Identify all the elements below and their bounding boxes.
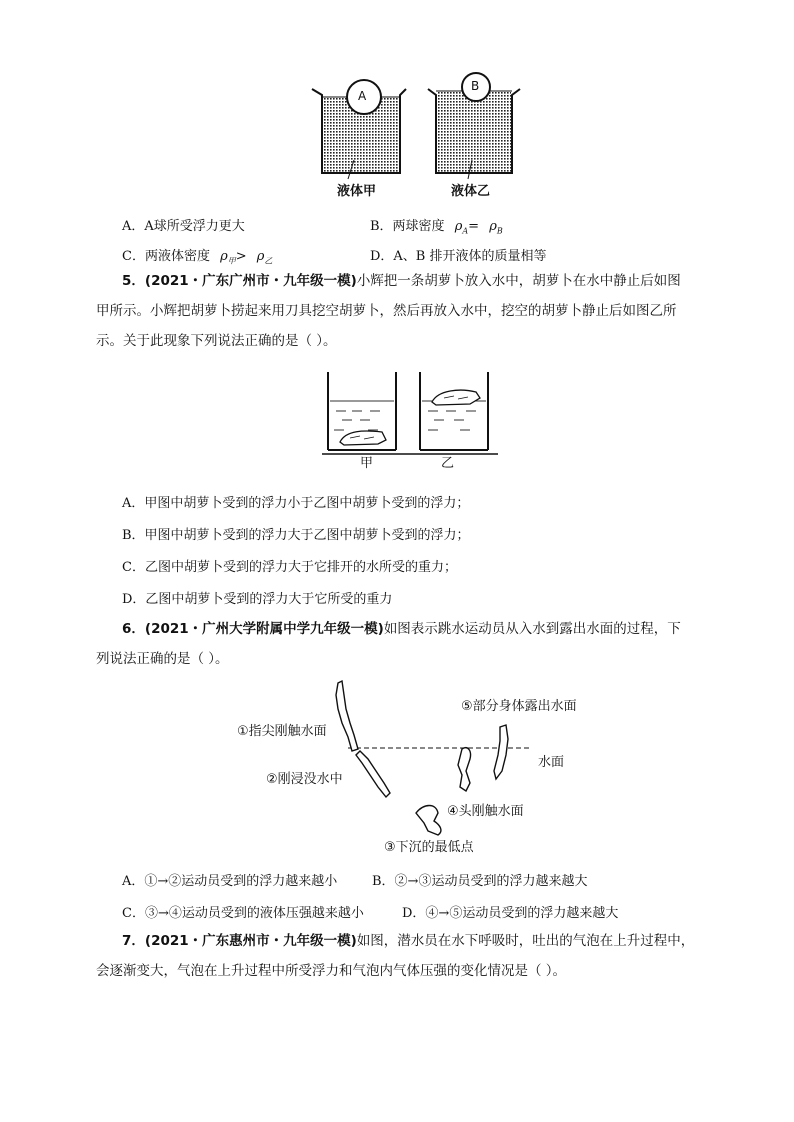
fig-label-jia: 甲 xyxy=(360,456,374,471)
q6-option-c: C．③→④运动员受到的液体压强越来越小 xyxy=(122,906,364,921)
diver-label-5: ⑤部分身体露出水面 xyxy=(461,699,577,714)
q4-option-b-prefix: B．两球密度 xyxy=(370,219,445,234)
diver-1 xyxy=(336,681,358,751)
rho-b: $\rho_B$ xyxy=(489,219,503,236)
ball-a-label: A xyxy=(358,89,367,103)
q4-option-a: A．A球所受浮力更大 xyxy=(122,219,245,234)
q6-option-b: B．②→③运动员受到的浮力越来越大 xyxy=(372,874,588,889)
container-yi xyxy=(420,372,488,450)
diver-4 xyxy=(458,748,471,791)
liquid-yi-label: 液体乙 xyxy=(451,184,491,199)
diver-2 xyxy=(356,751,390,797)
q5-stem-line1: 5．(2021・广东广州市・九年级一模)小辉把一条胡萝卜放入水中，胡萝卜在水中静止后如图 xyxy=(122,273,681,289)
container-jia xyxy=(328,372,396,450)
q7-stem-line1: 7．(2021・广东惠州市・九年级一模)如图，潜水员在水下呼吸时，吐出的气泡在上升过程中， xyxy=(122,933,695,949)
q5-option-d: D．乙图中胡萝卜受到的浮力大于它所受的重力 xyxy=(122,592,393,607)
q5-option-a: A．甲图中胡萝卜受到的浮力小于乙图中胡萝卜受到的浮力； xyxy=(122,496,470,511)
diver-label-2: ②刚浸没水中 xyxy=(266,772,343,787)
diver-label-1: ①指尖刚触水面 xyxy=(237,724,327,739)
diver-label-4: ④头刚触水面 xyxy=(447,804,524,819)
equals-sign: = xyxy=(468,219,480,234)
rho-a: $\rho_A$ xyxy=(454,219,469,236)
q5-option-c: C．乙图中胡萝卜受到的浮力大于它排开的水所受的重力； xyxy=(122,560,457,575)
greater-sign: > xyxy=(235,249,247,264)
q5-stem-line2: 甲所示。小辉把胡萝卜捞起来用刀具挖空胡萝卜，然后再放入水中，挖空的胡萝卜静止后如图乙所 xyxy=(96,303,677,319)
ball-b-label: B xyxy=(471,79,480,93)
diver-label-3: ③下沉的最低点 xyxy=(384,840,474,855)
q4-option-c xyxy=(122,245,272,267)
rho-yi: $\rho_乙$ xyxy=(256,249,273,266)
q6-source: 6．(2021・广州大学附属中学九年级一模) xyxy=(122,621,384,637)
diver-3 xyxy=(416,806,441,836)
q4-option-b xyxy=(370,215,503,236)
q7-source: 7．(2021・广东惠州市・九年级一模) xyxy=(122,933,357,949)
water-surface-label: 水面 xyxy=(538,755,565,770)
q4-beakers-figure xyxy=(300,65,530,200)
q6-stem-line2: 列说法正确的是（ ）。 xyxy=(96,651,229,667)
q6-option-a: A．①→②运动员受到的浮力越来越小 xyxy=(122,874,338,889)
diver-5 xyxy=(494,725,508,779)
fig-label-yi: 乙 xyxy=(441,456,455,471)
q6-option-d: D．④→⑤运动员受到的浮力越来越大 xyxy=(402,906,619,921)
q7-stem-line2: 会逐渐变大，气泡在上升过程中所受浮力和气泡内气体压强的变化情况是（ ）。 xyxy=(96,963,567,979)
q5-carrot-figure xyxy=(320,368,500,468)
q6-stem-line1: 6．(2021・广州大学附属中学九年级一模)如图表示跳水运动员从入水到露出水面的过程，下 xyxy=(122,621,681,637)
q4-option-d: D．A、B 排开液体的质量相等 xyxy=(370,249,547,264)
liquid-jia-label: 液体甲 xyxy=(337,184,377,199)
q5-stem-line3: 示。关于此现象下列说法正确的是（ ）。 xyxy=(96,333,337,349)
q5-option-b: B．甲图中胡萝卜受到的浮力大于乙图中胡萝卜受到的浮力； xyxy=(122,528,470,543)
rho-jia: $\rho_甲$ xyxy=(220,249,236,266)
q5-source: 5．(2021・广东广州市・九年级一模) xyxy=(122,273,357,289)
q4-option-c-prefix: C．两液体密度 xyxy=(122,249,210,264)
